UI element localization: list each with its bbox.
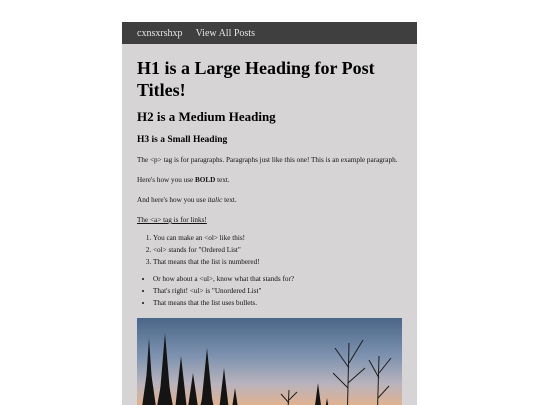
nav-view-all-posts-link[interactable]: View All Posts: [195, 27, 255, 39]
top-navbar: [122, 22, 417, 44]
list-item: 2. <ol> stands for "Ordered List": [153, 244, 402, 256]
page-container: [122, 22, 417, 405]
sunset-trees-photo: [137, 318, 402, 405]
list-item: • That means that the list uses bullets.: [153, 297, 402, 309]
heading-h2: H2 is a Medium Heading: [137, 109, 276, 124]
italic-word: italic: [207, 196, 223, 204]
post-title-h1: H1 is a Large Heading for Post Titles!: [137, 58, 375, 100]
list-item: • That's right! <ul> is "Unordered List": [153, 285, 402, 297]
italic-paragraph-after: text.: [222, 196, 237, 204]
nav-brand-link[interactable]: cxnsxrshxp: [137, 27, 183, 39]
example-link[interactable]: The <a> tag is for links!: [137, 216, 207, 224]
post-content: [122, 57, 417, 405]
bold-word: BOLD: [194, 176, 216, 184]
heading-h3: H3 is a Small Heading: [137, 135, 228, 145]
italic-paragraph: [137, 194, 402, 206]
list-item: 1. You can make an <ol> like this!: [153, 232, 402, 244]
list-item: • Or how about a <ul>, know what that stands for?: [153, 273, 402, 285]
italic-paragraph-before: And here's how you use: [137, 196, 208, 204]
bold-paragraph-after: text.: [215, 176, 230, 184]
intro-paragraph: The <p> tag is for paragraphs. Paragraphs just like this one! This is an example paragraph.: [137, 156, 398, 164]
list-item: 3. That means that the list is numbered!: [153, 256, 402, 268]
link-paragraph: [137, 214, 402, 226]
bold-paragraph-before: Here's how you use: [137, 176, 195, 184]
ordered-list: [137, 232, 402, 268]
bold-paragraph: [137, 174, 402, 186]
unordered-list: [137, 273, 402, 309]
